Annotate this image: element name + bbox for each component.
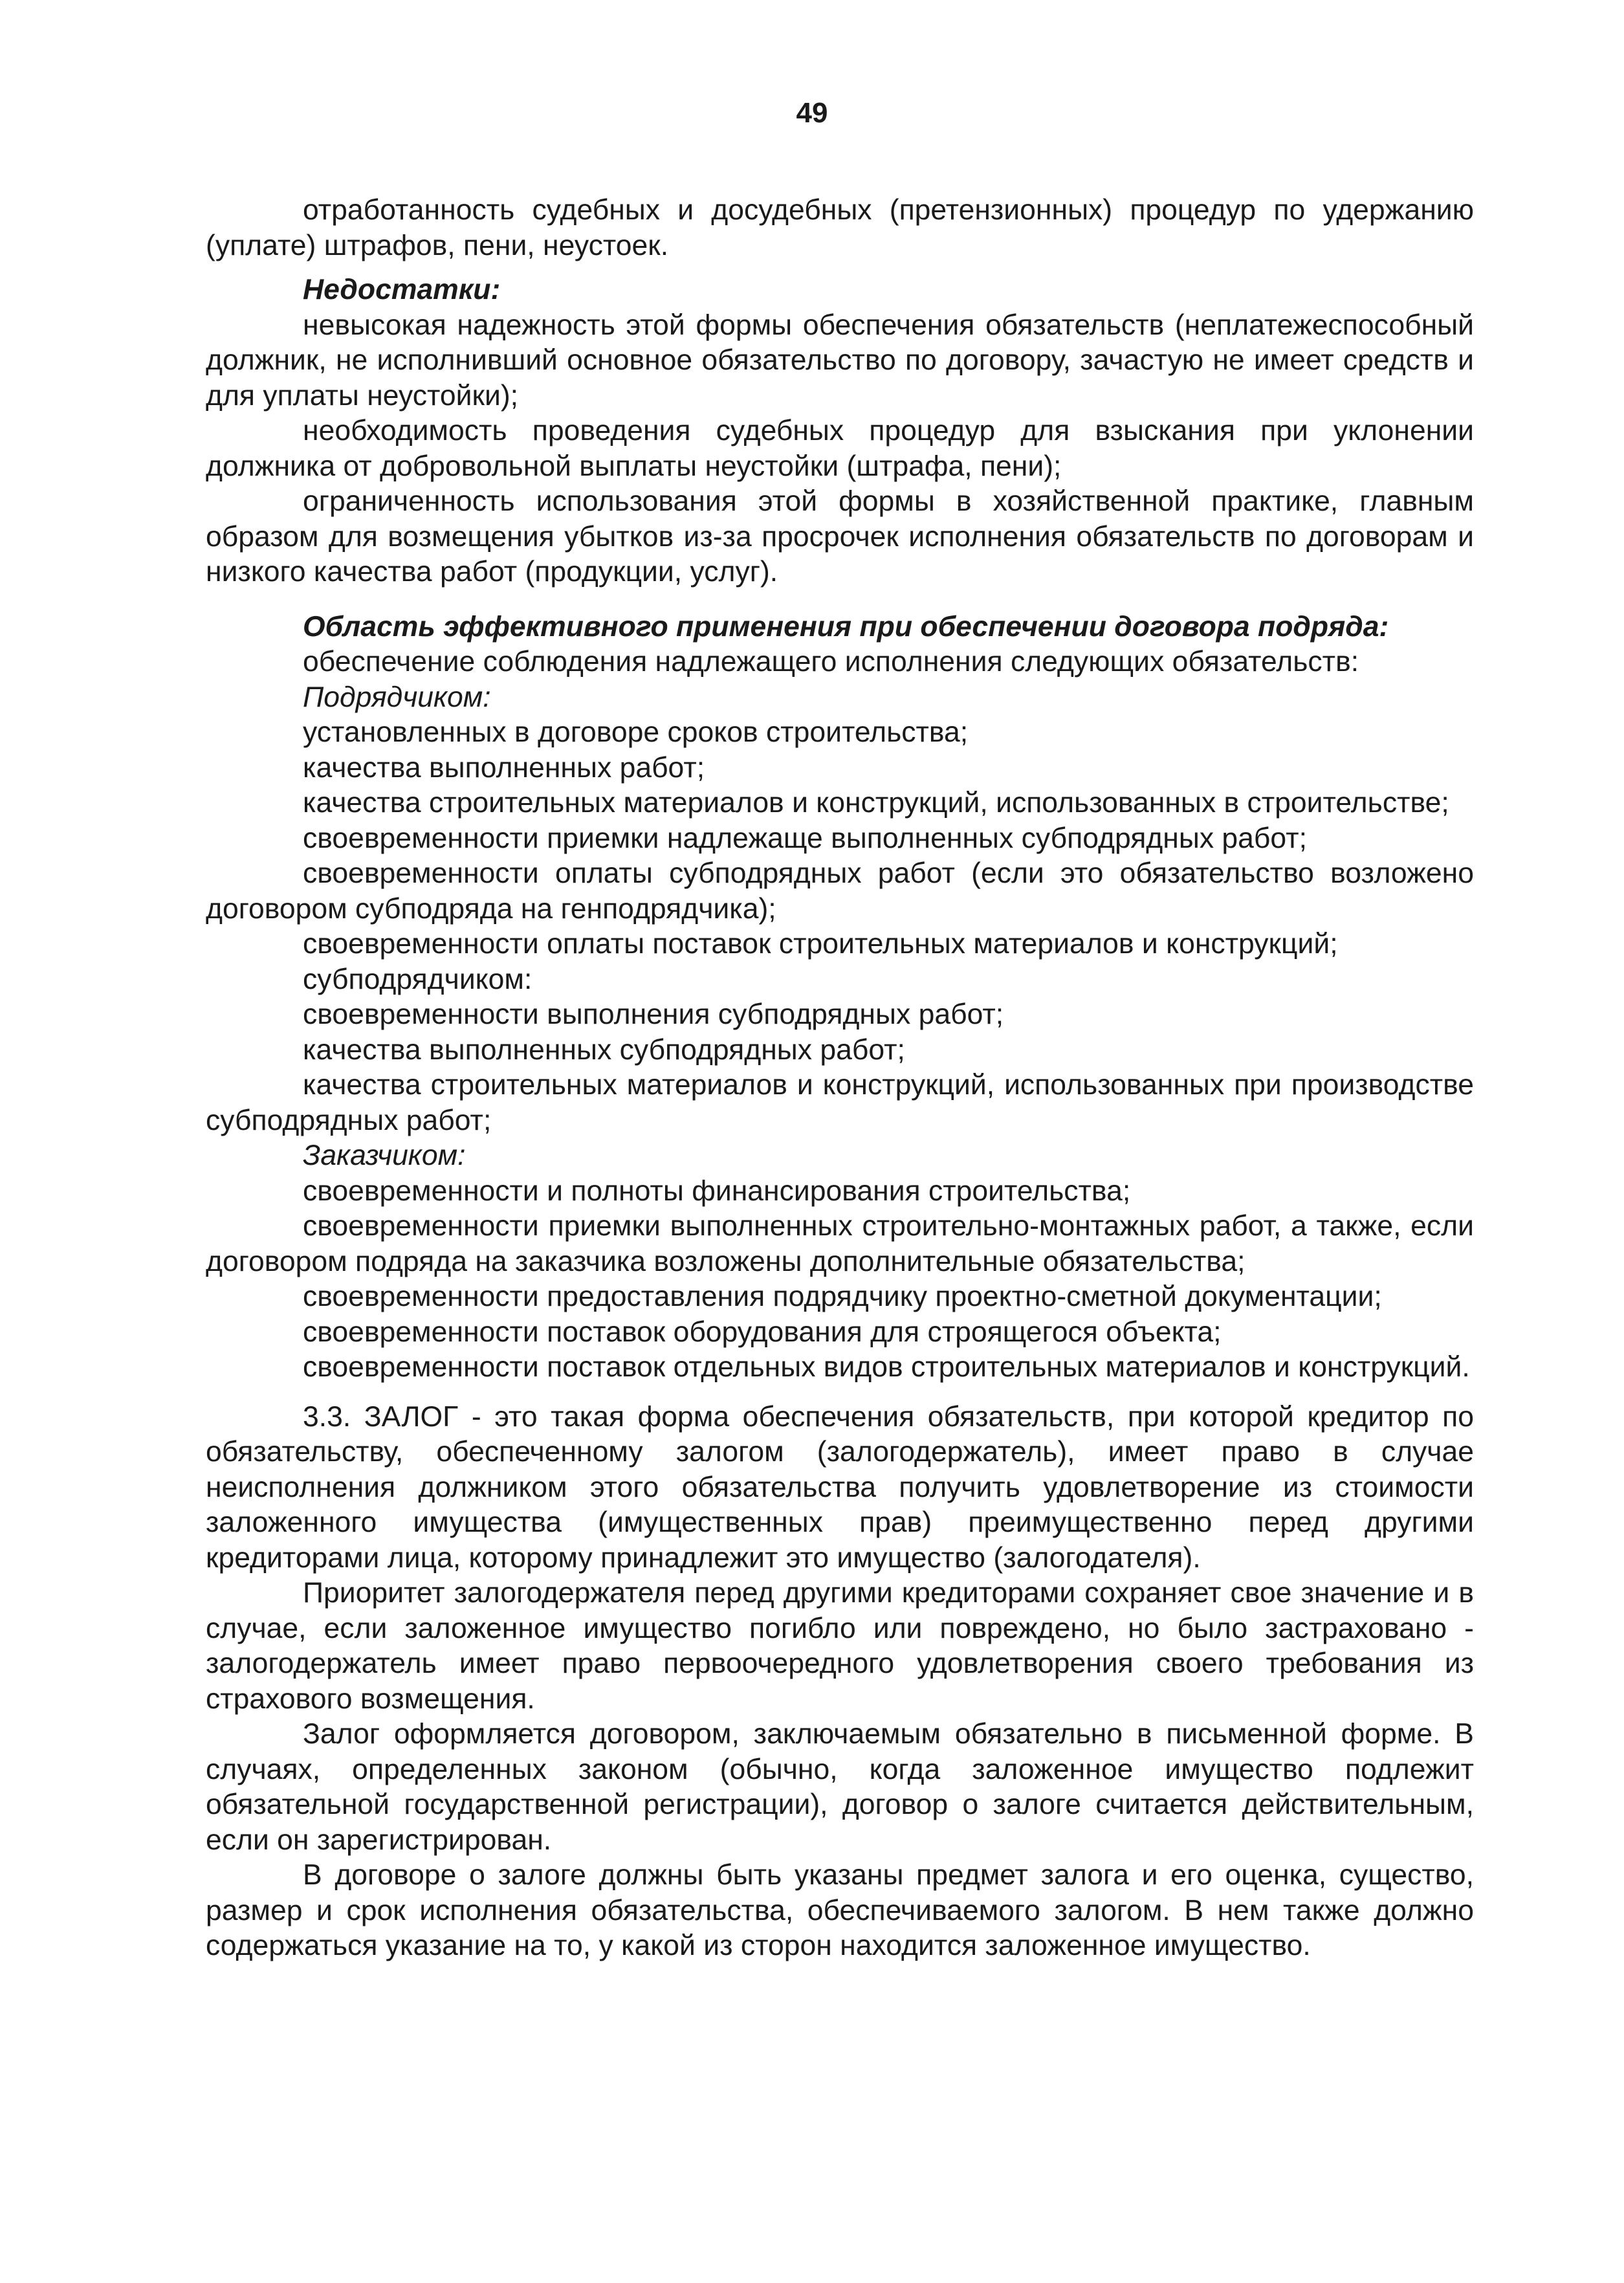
paragraph-pledge-definition: 3.3. ЗАЛОГ - это такая форма обеспечения обязательств, при которой кредитор по обязательству, обеспеченному залогом (залогодержатель), имеет право в случае неисполнения должником этого обязательства получить удовлетворение из стоимости заложенного имущества (имущественных прав) преимущественно перед другими кредиторами лица, которому принадлежит это имущество (залогодателя). <box>206 1400 1474 1574</box>
list-item: своевременности поставок оборудования для строящегося объекта; <box>303 1316 1222 1348</box>
list-item: своевременности и полноты финансирования строительства; <box>303 1175 1131 1207</box>
list-item: своевременности приемки выполненных строительно-монтажных работ, а также, если договором подряда на заказчика возложены дополнительные обязательства; <box>206 1210 1474 1277</box>
paragraph: необходимость проведения судебных процедур для взыскания при уклонении должника от добровольной выплаты неустойки (штрафа, пени); <box>206 415 1474 482</box>
list-item: своевременности поставок отдельных видов строительных материалов и конструкций. <box>303 1351 1470 1383</box>
list-item: установленных в договоре сроков строительства; <box>303 716 969 748</box>
page-number: 49 <box>796 97 828 129</box>
section-heading-disadvantages: Недостатки: <box>303 274 501 305</box>
paragraph: Приоритет залогодержателя перед другими кредиторами сохраняет свое значение и в случае, если заложенное имущество погибло или повреждено, но было застраховано - залогодержатель имеет право первоочередного удовлетворения своего требования из страхового возмещения. <box>206 1577 1474 1715</box>
list-item: своевременности приемки надлежаще выполненных субподрядных работ; <box>303 822 1307 854</box>
list-item: качества строительных материалов и конструкций, использованных в строительстве; <box>303 787 1449 819</box>
subheading-contractor: Подрядчиком: <box>303 681 491 713</box>
subheading-subcontractor: субподрядчиком: <box>303 963 532 995</box>
list-item: качества выполненных субподрядных работ; <box>303 1033 905 1066</box>
paragraph: Залог оформляется договором, заключаемым обязательно в письменной форме. В случаях, определенных законом (обычно, когда заложенное имущество подлежит обязательной государственной регистрации), договор о залоге считается действительным, если он зарегистрирован. <box>206 1718 1474 1856</box>
list-item: качества выполненных работ; <box>303 751 705 784</box>
section-heading-scope: Область эффективного применения при обеспечении договора подряда: <box>303 610 1389 643</box>
list-item: своевременности выполнения субподрядных работ; <box>303 998 1004 1030</box>
page-body <box>206 193 1474 1964</box>
paragraph: невысокая надежность этой формы обеспечения обязательств (неплатежеспособный должник, не исполнивший основное обязательство по договору, зачастую не имеет средств и для уплаты неустойки); <box>206 309 1474 412</box>
list-item: своевременности предоставления подрядчику проектно-сметной документации; <box>303 1281 1382 1312</box>
list-item: своевременности оплаты поставок строительных материалов и конструкций; <box>303 928 1338 960</box>
subheading-customer: Заказчиком: <box>303 1140 466 1171</box>
paragraph: В договоре о залоге должны быть указаны предмет залога и его оценка, существо, размер и срок исполнения обязательства, обеспечиваемого залогом. В нем также должно содержаться указание на то, у какой из сторон находится заложенное имущество. <box>206 1859 1474 1961</box>
paragraph: обеспечение соблюдения надлежащего исполнения следующих обязательств: <box>303 646 1359 678</box>
paragraph: ограниченность использования этой формы в хозяйственной практике, главным образом для возмещения убытков из-за просрочек исполнения обязательств по договорам и низкого качества работ (продукции, услуг). <box>206 485 1474 588</box>
list-item: качества строительных материалов и конструкций, использованных при производстве субподрядных работ; <box>206 1069 1474 1136</box>
paragraph: отработанность судебных и досудебных (претензионных) процедур по удержанию (уплате) штрафов, пени, неустоек. <box>206 194 1474 261</box>
list-item: своевременности оплаты субподрядных работ (если это обязательство возложено договором субподряда на генподрядчика); <box>206 857 1474 925</box>
